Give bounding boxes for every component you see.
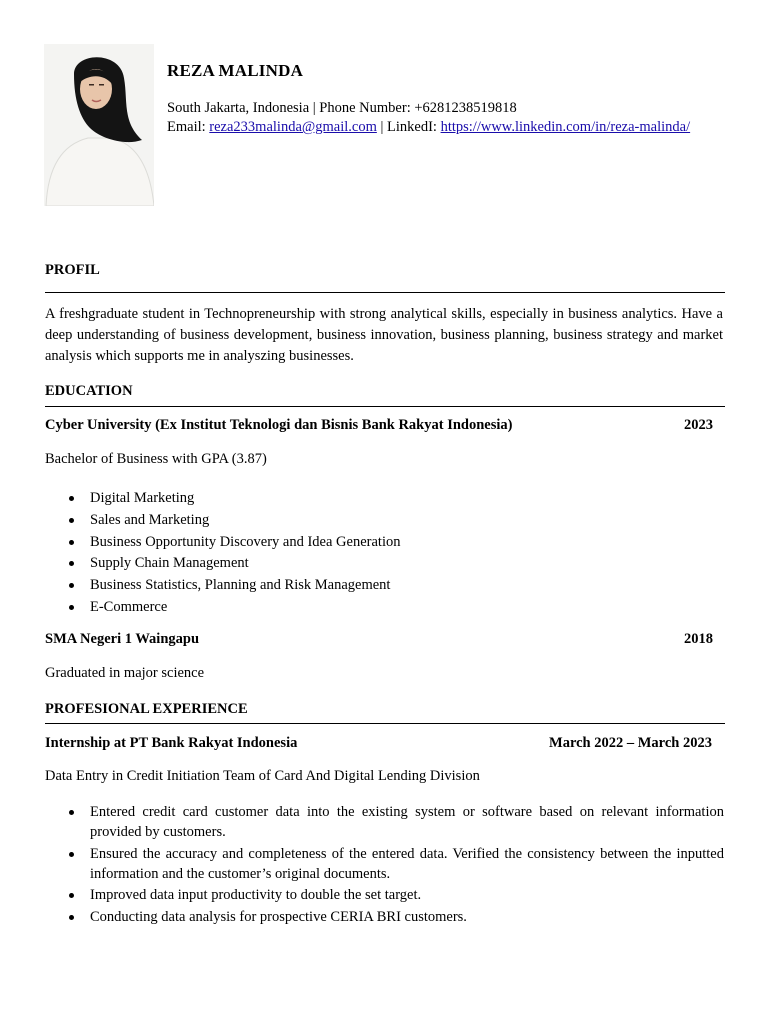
list-item: Ensured the accuracy and completeness of the entered data. Verified the consistency between the inputted information and the customer’s original documents. <box>68 844 724 884</box>
graduation-year: 2023 <box>684 417 713 433</box>
education-entry-header <box>45 631 713 648</box>
experience-heading: PROFESIONAL EXPERIENCE <box>45 701 248 717</box>
course-list <box>68 488 724 619</box>
candidate-name: REZA MALINDA <box>167 61 304 80</box>
school-name: Cyber University (Ex Institut Teknologi dan Bisnis Bank Rakyat Indonesia) <box>45 417 513 433</box>
list-item: Sales and Marketing <box>68 510 724 532</box>
education-divider <box>45 406 725 407</box>
job-title: Internship at PT Bank Rakyat Indonesia <box>45 735 298 751</box>
list-item: Conducting data analysis for prospective CERIA BRI customers. <box>68 907 724 927</box>
school-name: SMA Negeri 1 Waingapu <box>45 631 200 647</box>
profile-heading: PROFIL <box>45 262 100 278</box>
list-item: Improved data input productivity to double the set target. <box>68 885 724 905</box>
education-entry-header <box>45 417 713 434</box>
list-item: Entered credit card customer data into the existing system or software based on relevant information provided by customers. <box>68 802 724 842</box>
profile-photo <box>44 44 154 206</box>
linkedin-label: | LinkedI: <box>376 119 441 135</box>
job-role: Data Entry in Credit Initiation Team of Card And Digital Lending Division <box>45 768 480 784</box>
list-item: E-Commerce <box>68 597 724 619</box>
person-photo-icon <box>44 44 154 206</box>
contact-links <box>167 119 690 136</box>
school-detail: Graduated in major science <box>45 665 205 681</box>
email-label: Email: <box>167 119 210 135</box>
linkedin-link[interactable]: https://www.linkedin.com/in/reza-malinda/ <box>440 119 691 135</box>
experience-divider <box>45 723 725 724</box>
list-item: Digital Marketing <box>68 488 724 510</box>
duty-list <box>68 802 724 928</box>
profile-divider <box>45 292 725 293</box>
profile-text: A freshgraduate student in Technopreneurship with strong analytical skills, especially in business analytics. Have a deep understanding of business development, business innovation, business planning, business strategy and market analysis which supports me in analyszing businesses. <box>45 306 723 364</box>
degree-detail: Bachelor of Business with GPA (3.87) <box>45 451 267 467</box>
list-item: Business Statistics, Planning and Risk Management <box>68 575 724 597</box>
graduation-year: 2018 <box>684 631 713 647</box>
list-item: Supply Chain Management <box>68 553 724 575</box>
email-link[interactable]: reza233malinda@gmail.com <box>209 119 377 135</box>
education-heading: EDUCATION <box>45 383 133 399</box>
experience-entry-header <box>45 735 712 752</box>
job-period: March 2022 – March 2023 <box>549 735 712 751</box>
list-item: Business Opportunity Discovery and Idea Generation <box>68 532 724 554</box>
location-phone: South Jakarta, Indonesia | Phone Number: +6281238519818 <box>167 100 517 116</box>
